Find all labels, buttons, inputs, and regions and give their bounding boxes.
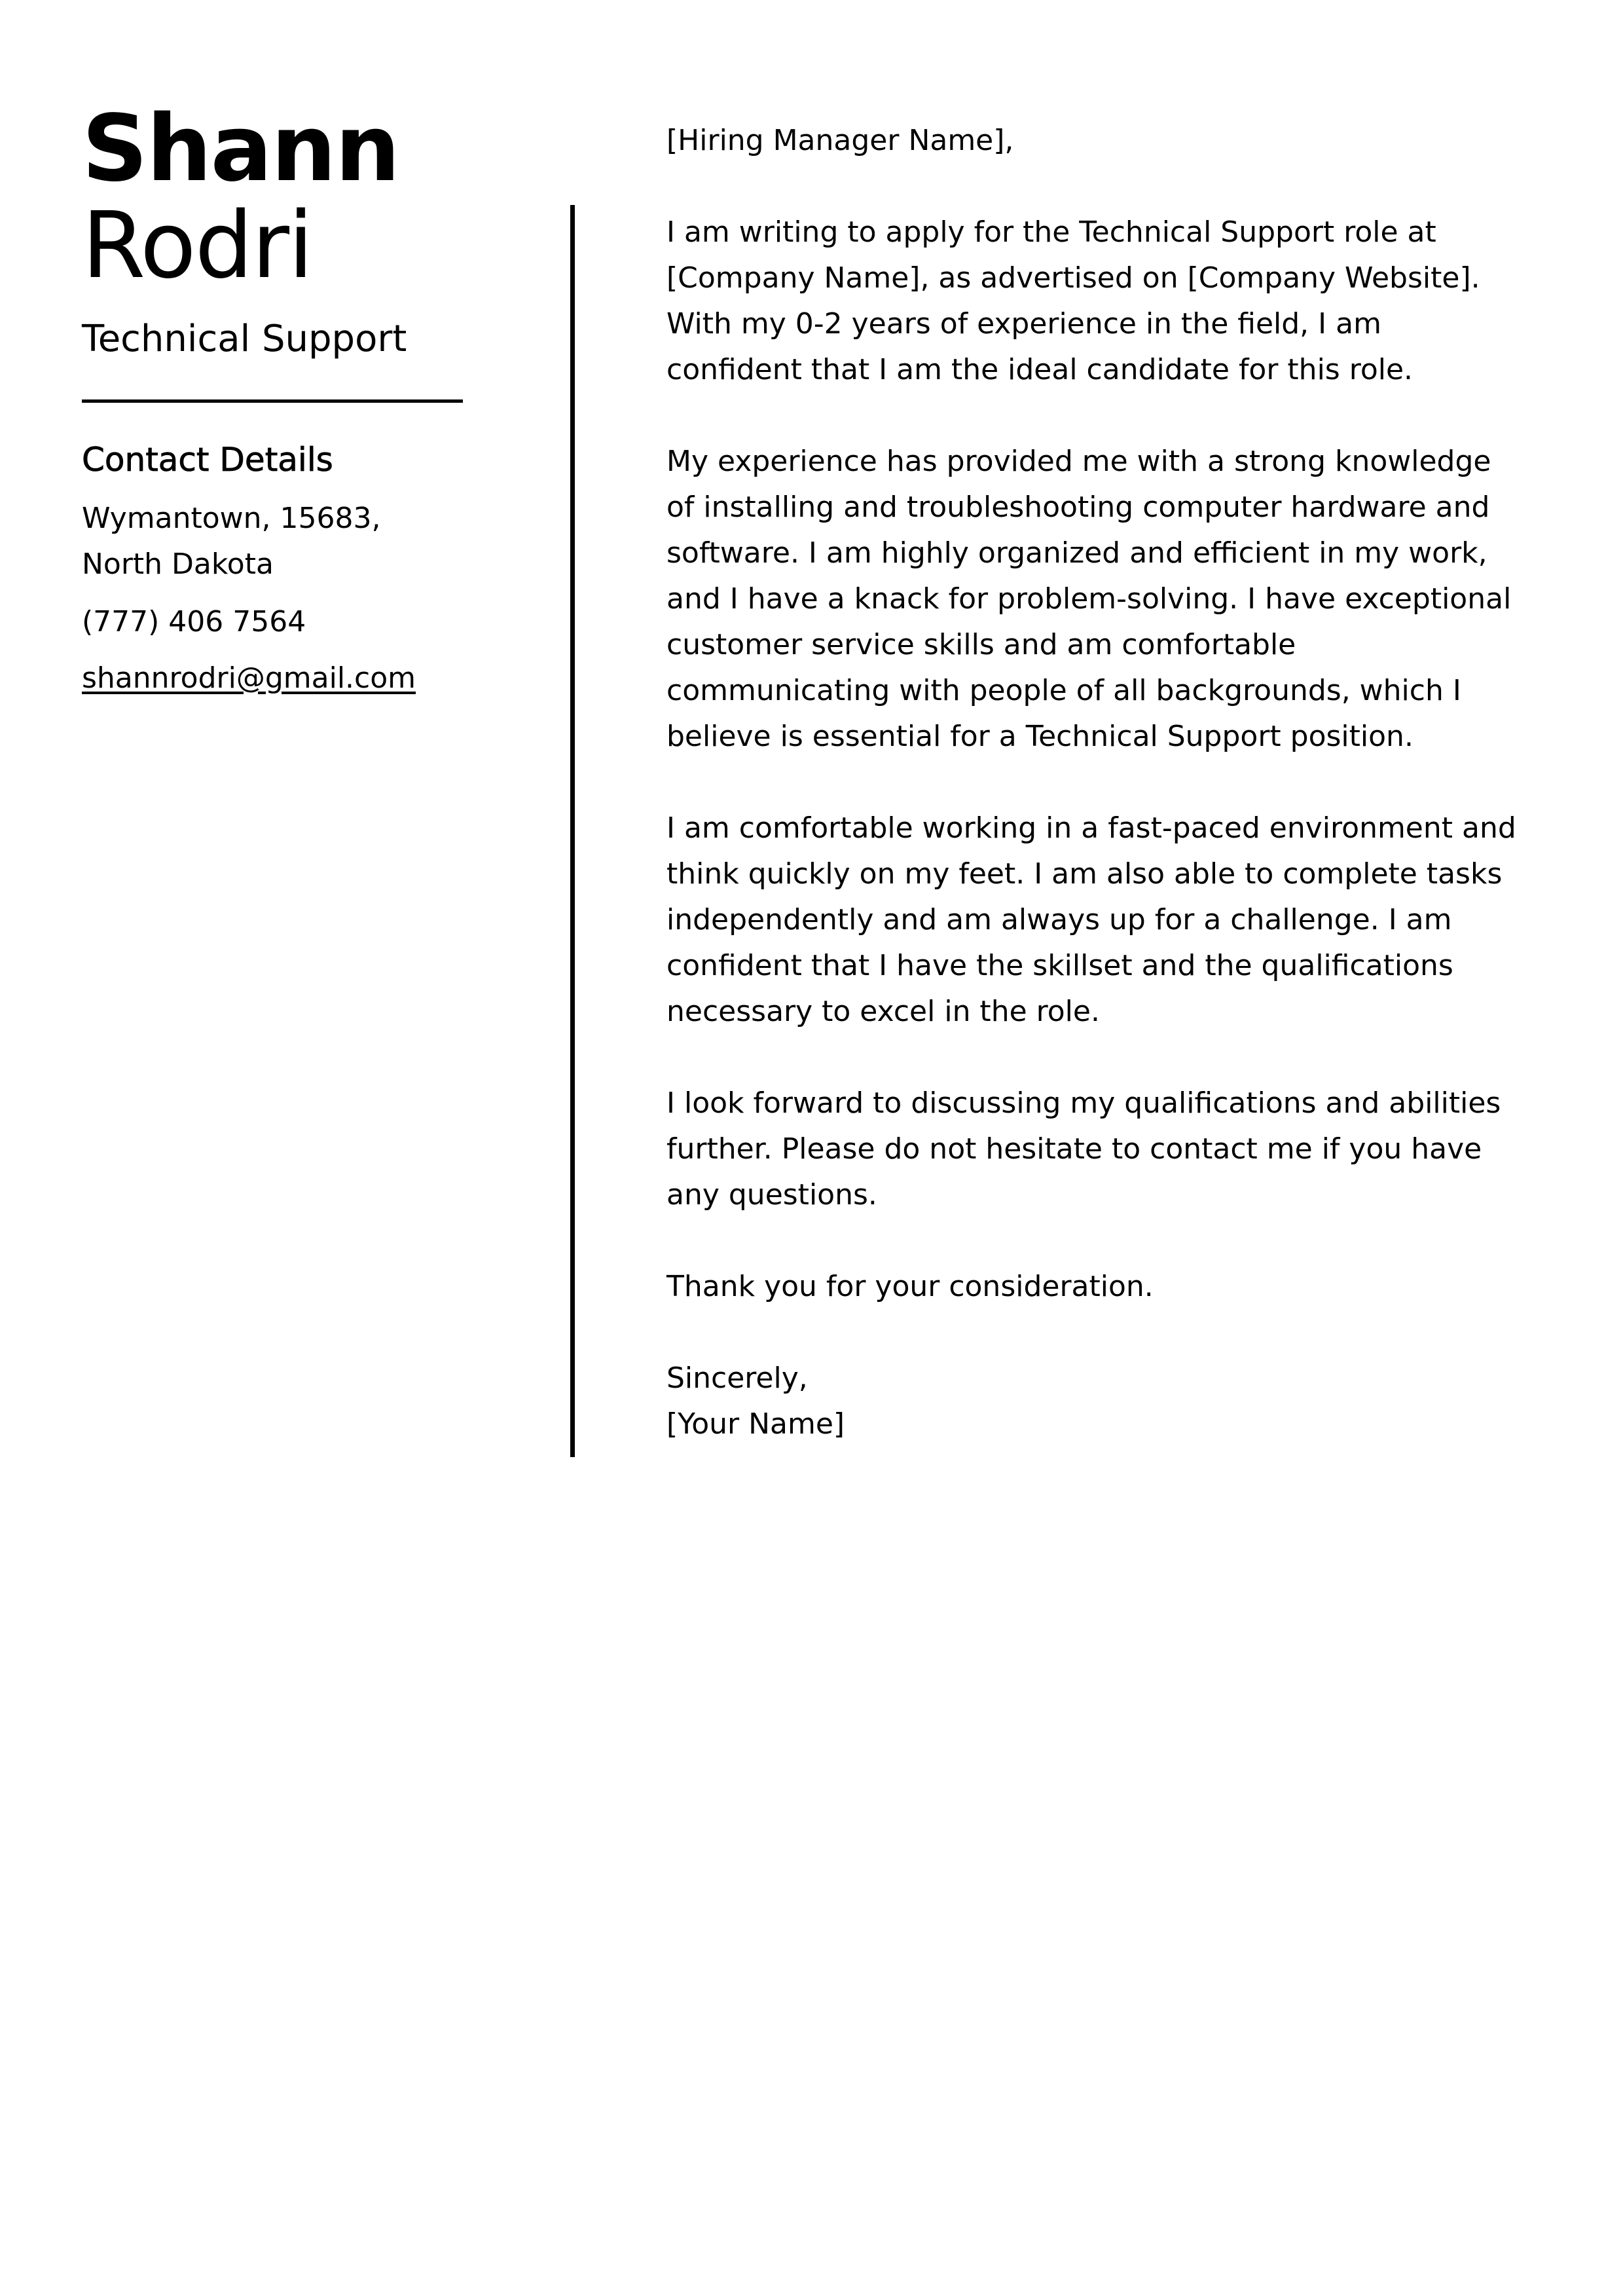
contact-details-heading: Contact Details [82,441,333,479]
sidebar [82,98,468,701]
sidebar-divider [82,399,463,403]
letter-closing: Sincerely, [666,1361,808,1395]
letter-paragraph-intro: I am writing to apply for the Technical Support role at [Company Name], as advertised on [Company Website]. With my 0-2 years of experience in the field, I am confident that I am the ideal candidate for this role. [666,215,1480,386]
letter-paragraph-strengths: I am comfortable working in a fast-paced environment and think quickly on my feet. I am also able to complete tasks independently and am always up for a challenge. I am confident that I have the skillset and the qualifications necessary to excel in the role. [666,811,1516,1028]
job-title: Technical Support [82,318,407,360]
applicant-last-name: Rodri [82,193,312,299]
letter-paragraph-experience: My experience has provided me with a strong knowledge of installing and troubleshooting computer hardware and software. I am highly organized and efficient in my work, and I have a knack for problem-solving. I have exceptional customer service skills and am comfortable communicating with people of all backgrounds, which I believe is essential for a Technical Support position. [666,445,1512,753]
letter-paragraph-closing-remarks: I look forward to discussing my qualifications and abilities further. Please do not hesitate to contact me if you have any questions. [666,1086,1501,1212]
contact-phone: (777) 406 7564 [82,605,306,639]
contact-address: Wymantown, 15683, North Dakota [82,502,381,581]
letter-salutation: [Hiring Manager Name], [666,124,1014,157]
contact-details [82,496,468,701]
letter-body [666,118,1518,1447]
letter-paragraph-thanks: Thank you for your consideration. [666,1270,1154,1303]
letter-signature: [Your Name] [666,1407,845,1441]
contact-email-link[interactable]: shannrodri@gmail.com [82,661,416,695]
vertical-divider [570,205,575,1457]
letter-closing-block [666,1356,1518,1447]
applicant-first-name: Shann [82,96,399,202]
